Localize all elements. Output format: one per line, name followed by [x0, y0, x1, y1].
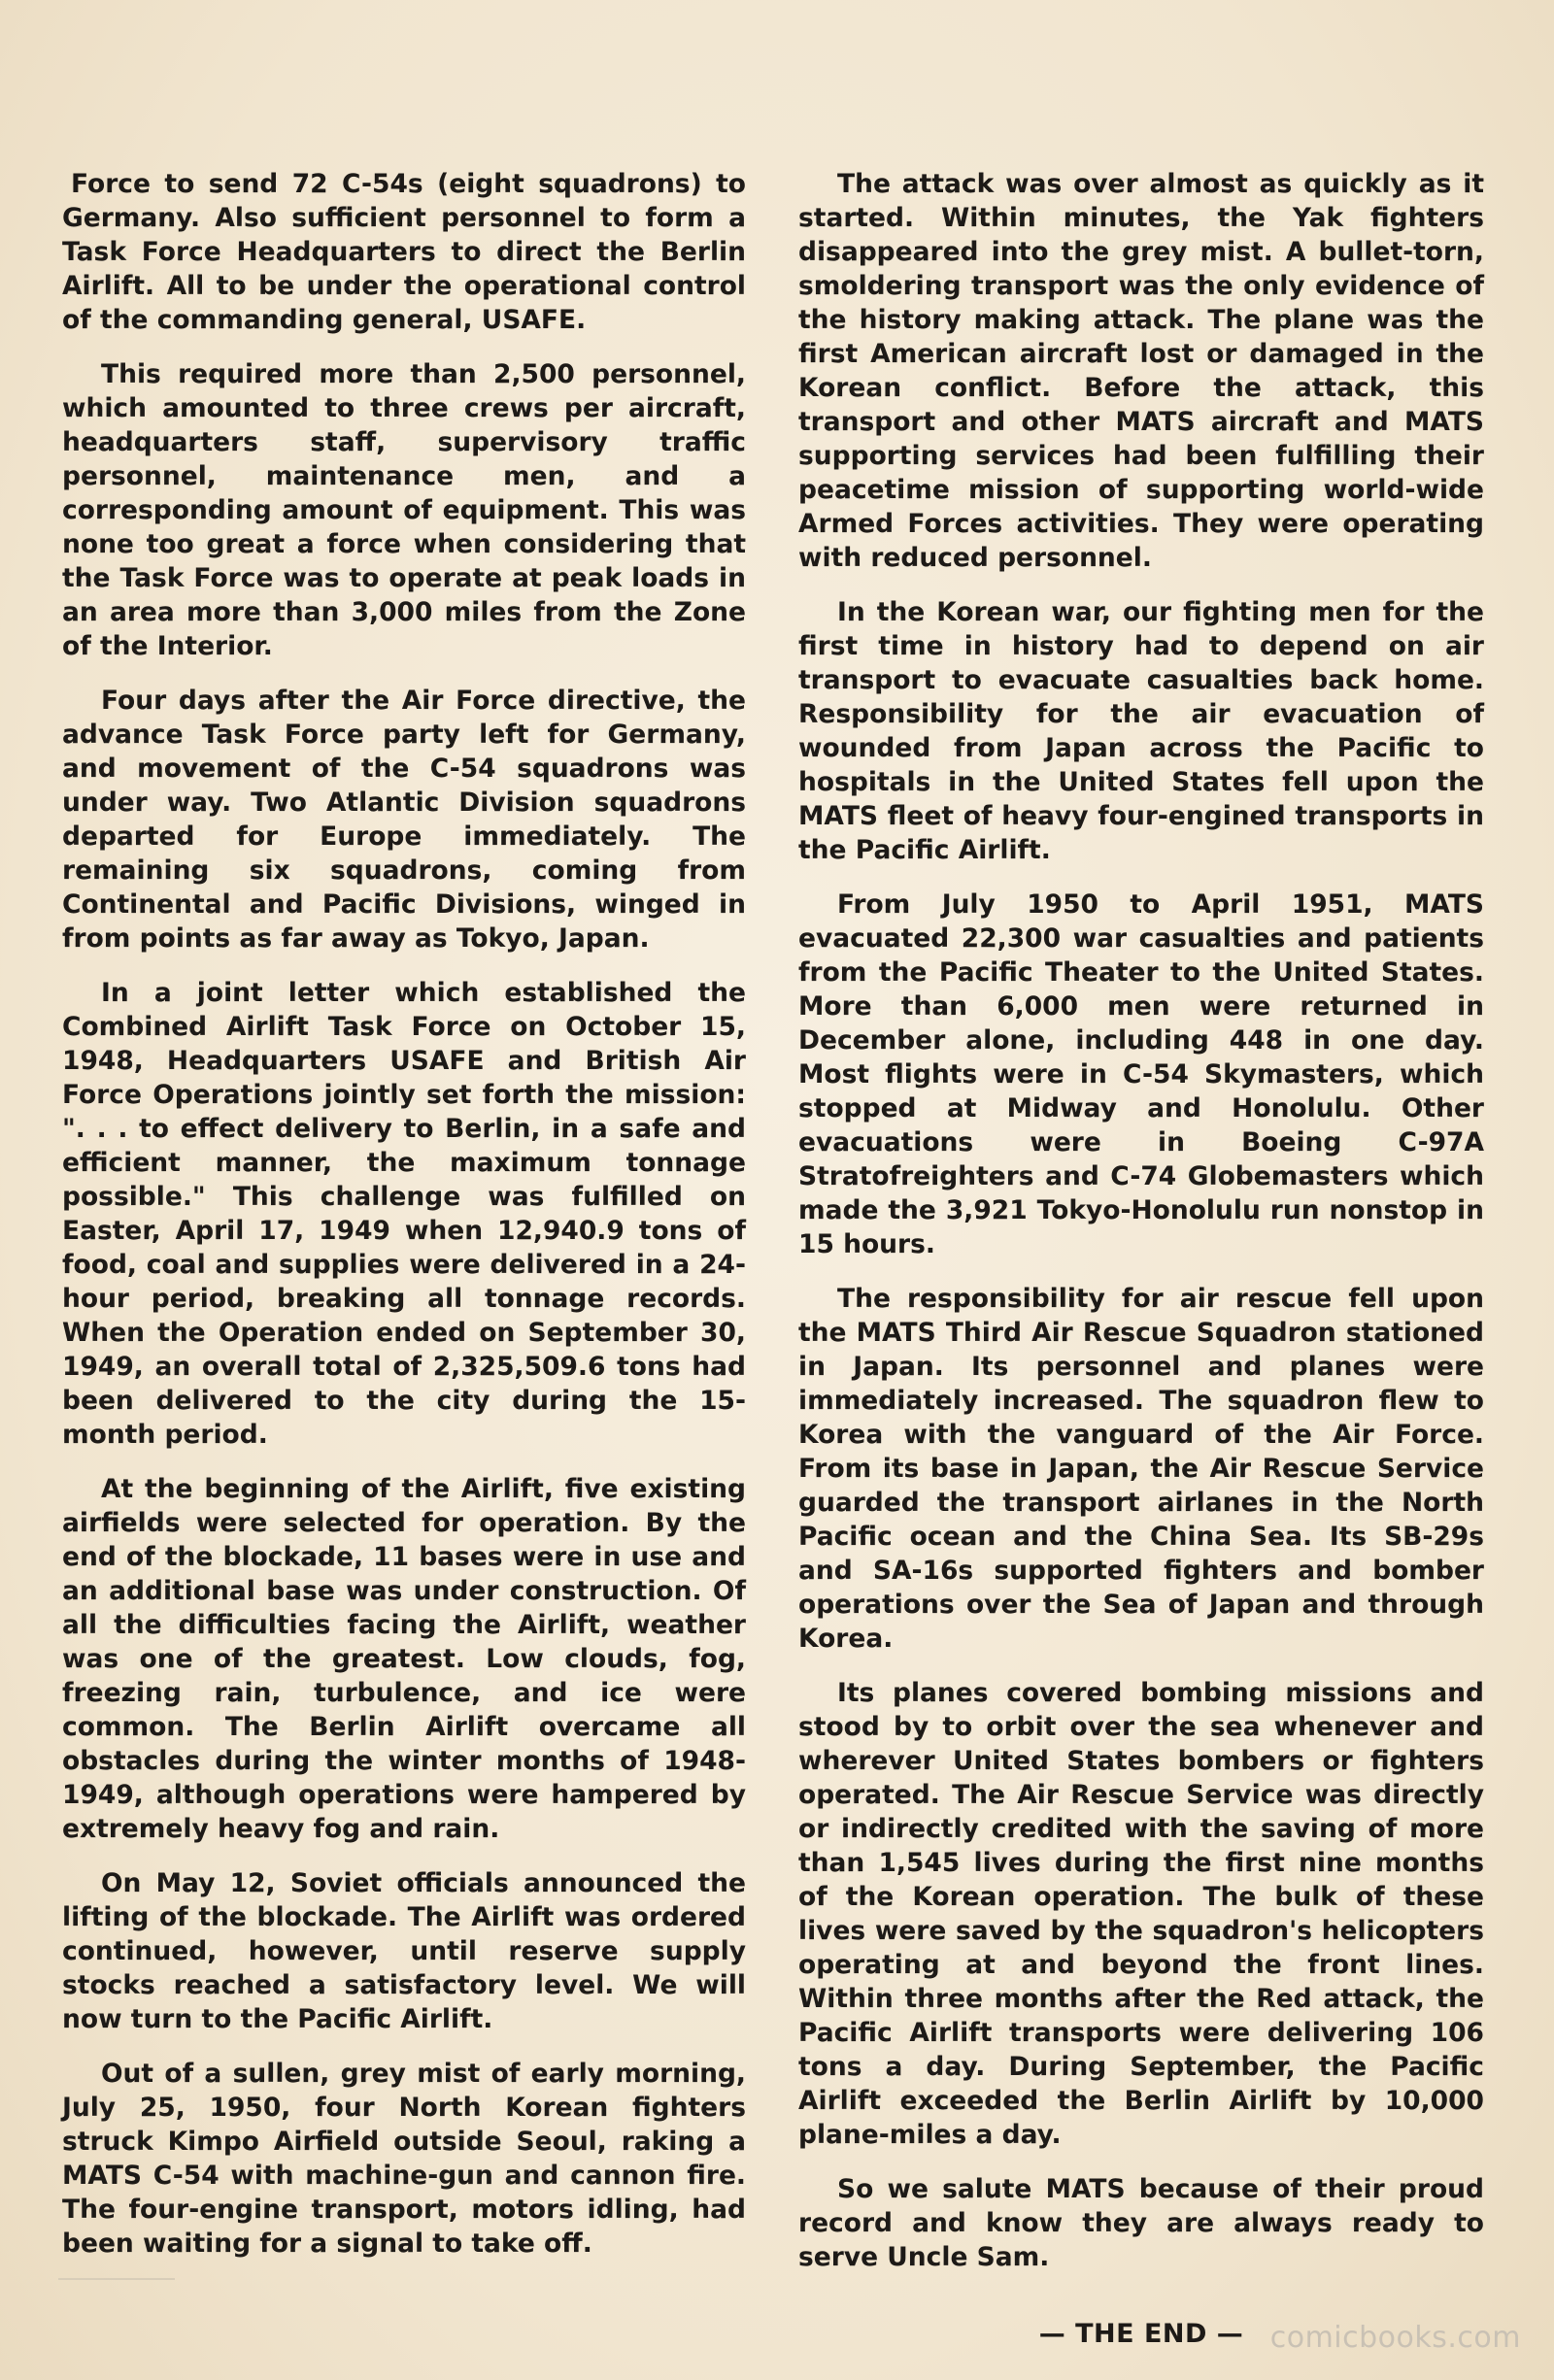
paragraph: The responsibility for air rescue fell upon the MATS Third Air Rescue Squadron stationed in Japan. Its personnel and planes were immediately increased. The squadron flew to Korea with the vanguard of the Air Force. From its base in Japan, the Air Rescue Service guarded the transport airlanes in the North Pacific ocean and the China Sea. Its SB-29s and SA-16s supported fighters and bomber operations over the Sea of Japan and through Korea. [798, 1284, 1484, 1654]
paragraph: The attack was over almost as quickly as it started. Within minutes, the Yak fighters disappeared into the grey mist. A bullet-torn, smoldering transport was the only evidence of the history making attack. The plane was the first American aircraft lost or damaged in the Korean conflict. Before the attack, this transport and other MATS aircraft and MATS supporting services had been fulfilling their peacetime mission of supporting world-wide Armed Forces activities. They were operating with reduced personnel. [798, 169, 1484, 573]
paragraph: Four days after the Air Force directive, the advance Task Force party left for Germany, and movement of the C-54 squadrons was under way. Two Atlantic Division squadrons departed for Europe immediately. The remaining six squadrons, coming from Continental and Pacific Divisions, winged in from points as far away as Tokyo, Japan. [62, 686, 746, 954]
paragraph: Force to send 72 C-54s (eight squadrons) to Germany. Also sufficient personnel to form a Task Force Headquarters to direct the Berlin Airlift. All to be under the operational control of the commanding general, USAFE. [62, 169, 746, 335]
paragraph: Its planes covered bombing missions and stood by to orbit over the sea whenever and wherever United States bombers or fighters operated. The Air Rescue Service was directly or indirectly credited with the saving of more than 1,545 lives during the first nine months of the Korean operation. The bulk of these lives were saved by the squadron's helicopters operating at and beyond the front lines. Within three months after the Red attack, the Pacific Airlift transports were delivering 106 tons a day. During September, the Pacific Airlift exceeded the Berlin Airlift by 10,000 plane-miles a day. [798, 1678, 1484, 2150]
left-column [62, 167, 746, 2281]
paragraph: On May 12, Soviet officials announced the lifting of the blockade. The Airlift was ordered continued, however, until reserve supply stocks reached a satisfactory level. We will now turn to the Pacific Airlift. [62, 1868, 746, 2034]
paragraph: From July 1950 to April 1951, MATS evacuated 22,300 war casualties and patients from the Pacific Theater to the United States. More than 6,000 men were returned in December alone, including 448 in one day. Most flights were in C-54 Skymasters, which stopped at Midway and Honolulu. Other evacuations were in Boeing C-97A Stratofreighters and C-74 Globemasters which made the 3,921 Tokyo-Honolulu run nonstop in 15 hours. [798, 889, 1484, 1259]
watermark: comicbooks.com [1269, 2321, 1521, 2355]
paragraph: This required more than 2,500 personnel, which amounted to three crews per aircraft, headquarters staff, supervisory traffic personnel, maintenance men, and a corresponding amount of equipment. This was none too great a force when considering that the Task Force was to operate at peak loads in an area more than 3,000 miles from the Zone of the Interior. [62, 359, 746, 661]
paragraph: In a joint letter which established the Combined Airlift Task Force on October 15, 1948, Headquarters USAFE and British Air Force Operations jointly set forth the mission: ". . . to effect delivery to Berlin, in a safe and efficient manner, the maximum tonnage possible." This challenge was fulfilled on Easter, April 17, 1949 when 12,940.9 tons of food, coal and supplies were delivered in a 24-hour period, breaking all tonnage records. When the Operation ended on September 30, 1949, an overall total of 2,325,509.6 tons had been delivered to the city during the 15-month period. [62, 978, 746, 1450]
paragraph: So we salute MATS because of their proud record and know they are always ready to serve Uncle Sam. [798, 2174, 1484, 2272]
right-column [798, 167, 1484, 2371]
paragraph: Out of a sullen, grey mist of early morning, July 25, 1950, four North Korean fighters struck Kimpo Airfield outside Seoul, raking a MATS C-54 with machine-gun and cannon fire. The four-engine transport, motors idling, had been waiting for a signal to take off. [62, 2059, 746, 2259]
paragraph: In the Korean war, our fighting men for the first time in history had to depend on air transport to evacuate casualties back home. Responsibility for the air evacuation of wounded from Japan across the Pacific to hospitals in the United States fell upon the MATS fleet of heavy four-engined transports in the Pacific Airlift. [798, 597, 1484, 865]
paragraph: At the beginning of the Airlift, five existing airfields were selected for operation. By the end of the blockade, 11 bases were in use and an additional base was under construction. Of all the difficulties facing the Airlift, weather was one of the greatest. Low clouds, fog, freezing rain, turbulence, and ice were common. The Berlin Airlift overcame all obstacles during the winter months of 1948-1949, although operations were hampered by extremely heavy fog and rain. [62, 1474, 746, 1844]
the-end-label: — THE END — [1038, 2319, 1244, 2349]
divider [58, 2278, 175, 2280]
